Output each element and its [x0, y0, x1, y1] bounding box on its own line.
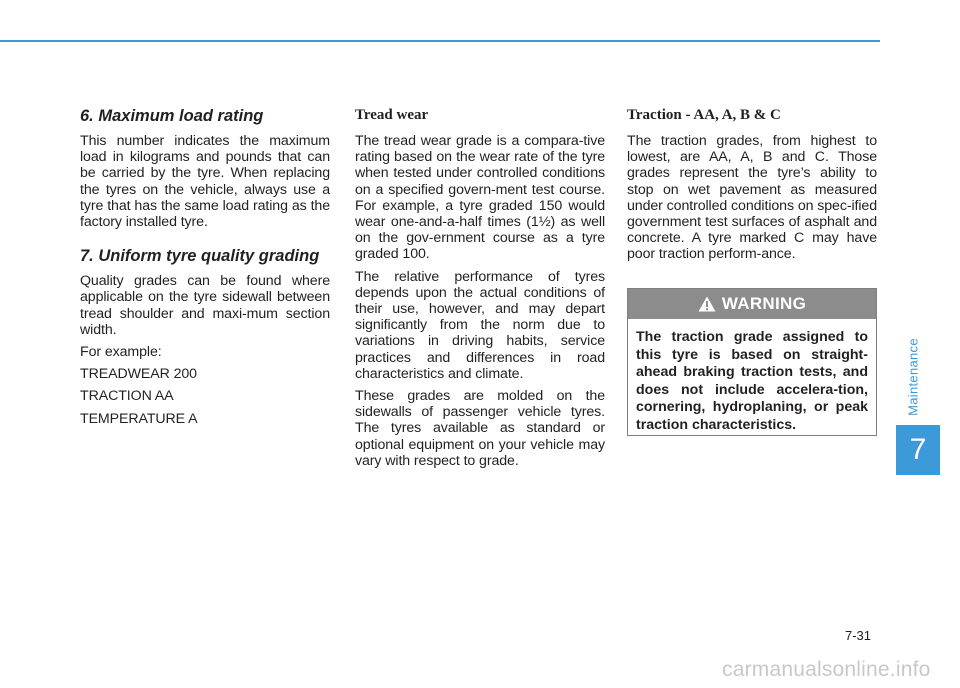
column-left — [80, 106, 330, 433]
heading-quality-grading: 7. Uniform tyre quality grading — [80, 247, 320, 266]
section-side-label — [903, 337, 923, 417]
paragraph-tread-wear-1: The tread wear grade is a compara-tive rating based on the wear rate of the tyre when tested under controlled conditions on a specified govern-ment test course. For example, a tyre graded 150 would wear one-and-a-half times (1½) as well on the gov-ernment course as a tyre graded 100. — [355, 133, 605, 263]
page-number: 7-31 — [845, 628, 872, 643]
warning-header — [628, 289, 876, 319]
example-treadwear: TREADWEAR 200 — [80, 366, 197, 383]
header-rule — [0, 40, 880, 42]
paragraph-traction: The traction grades, from highest to lowest, are AA, A, B and C. Those grades represent the tyre’s ability to stop on wet pavement as measured under controlled conditions on spec-ified government test surfaces of asphalt and concrete. A tyre marked C may have poor traction perform-ance. — [627, 133, 877, 263]
warning-title: WARNING — [721, 294, 807, 313]
paragraph-max-load: This number indicates the maximum load in kilograms and pounds that can be carried by the tyre. When replacing the tyres on the vehicle, always use a tyre that has the same load rating as the factory installed tyre. — [80, 133, 330, 231]
example-temperature: TEMPERATURE A — [80, 410, 198, 427]
paragraph-tread-wear-3: These grades are molded on the sidewalls of passenger vehicle tyres. The tyres available as standard or optional equipment on your vehicle may vary with respect to grade. — [355, 388, 605, 469]
warning-box — [627, 288, 877, 436]
watermark: carmanualsonline.info — [722, 658, 931, 681]
example-intro: For example: — [80, 344, 162, 361]
heading-max-load: 6. Maximum load rating — [80, 107, 264, 125]
warning-triangle-icon — [698, 296, 716, 312]
example-traction: TRACTION AA — [80, 388, 174, 405]
chapter-number: 7 — [909, 433, 927, 466]
section-label-text: Maintenance — [905, 338, 921, 416]
heading-traction: Traction - AA, A, B & C — [627, 107, 781, 123]
chapter-tab — [896, 425, 940, 475]
column-right — [627, 106, 877, 269]
warning-text: The traction grade assigned to this tyre is based on straight-ahead braking traction tests, and does not include accelera-tion, cornering, hydroplaning, or peak traction characteristics. — [636, 329, 868, 433]
paragraph-tread-wear-2: The relative performance of tyres depends upon the actual conditions of their use, however, and may depart significantly from the norm due to variations in driving habits, service practices and differences in road characteristics and climate. — [355, 268, 605, 382]
paragraph-quality-grading: Quality grades can be found where applicable on the tyre sidewall between tread shoulder and maxi-mum section width. — [80, 273, 330, 338]
heading-tread-wear: Tread wear — [355, 107, 429, 123]
column-middle — [355, 106, 605, 475]
